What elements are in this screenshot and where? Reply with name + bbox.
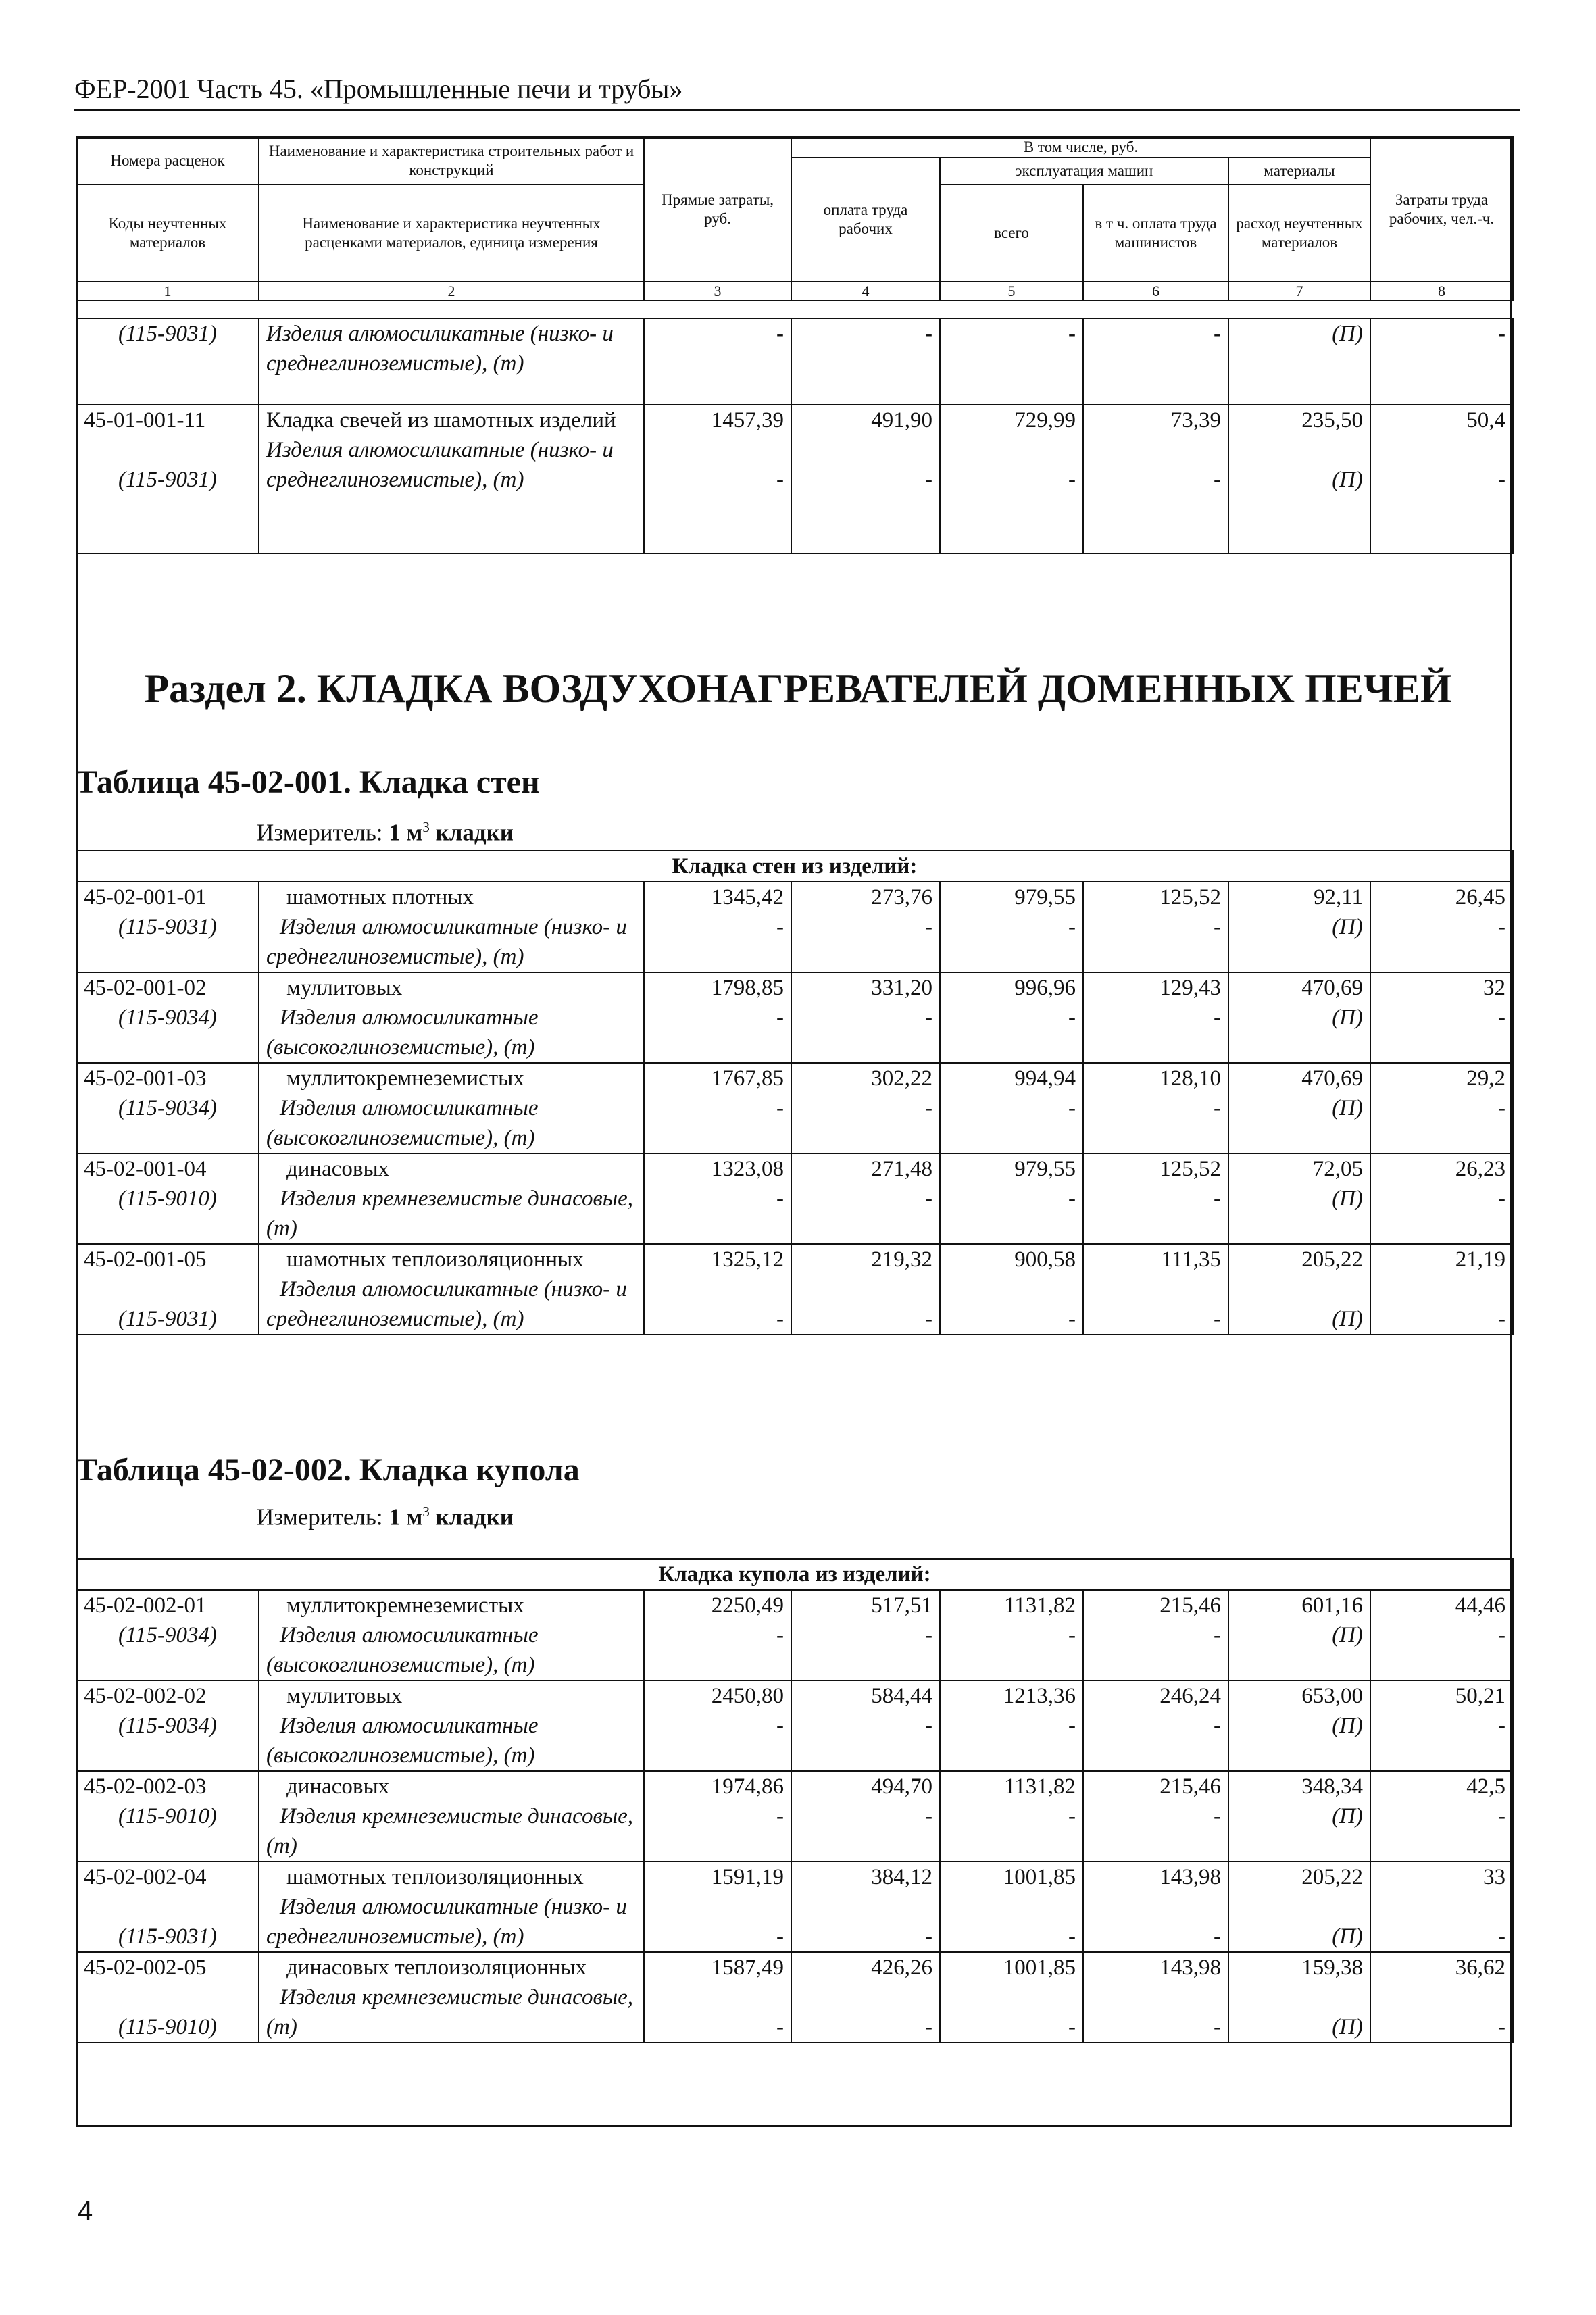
column-number: 6 bbox=[1083, 282, 1228, 301]
value-cell: 1001,85 bbox=[1003, 1956, 1076, 1980]
col7-header: расход неучтенных материалов bbox=[1228, 184, 1370, 282]
value-cell: - bbox=[1498, 1924, 1505, 1949]
rate-code-cell bbox=[76, 1952, 259, 2043]
value-cell: - bbox=[925, 1804, 932, 1828]
value-cell: - bbox=[1214, 1187, 1221, 1211]
value-cell: - bbox=[925, 1623, 932, 1647]
value-cell: 996,96 bbox=[1014, 976, 1076, 1000]
rate-code: 45-01-001-11 bbox=[84, 408, 206, 432]
table2-title: Таблица 45-02-002. Кладка купола bbox=[76, 1452, 580, 1488]
material-code: (115-9031) bbox=[118, 1307, 218, 1331]
measure-sup: 3 bbox=[422, 819, 430, 835]
material-name: Изделия алюмосиликатные (низко- и среднеглиноземистые), (т) bbox=[259, 318, 644, 405]
rate-code-cell bbox=[76, 405, 259, 553]
work-name-cell bbox=[259, 1590, 644, 1681]
value-cell: (П) bbox=[1332, 1714, 1363, 1738]
group-header-all: В том числе, руб. bbox=[791, 137, 1370, 157]
material-name: Изделия алюмосиликатные (низко- и среднеглиноземистые), (т) bbox=[266, 438, 614, 492]
value-cell: 729,99 bbox=[1014, 408, 1076, 432]
value-cell: - bbox=[776, 1804, 784, 1828]
value-cell: - bbox=[940, 318, 1083, 405]
value-cell: 246,24 bbox=[1159, 1684, 1221, 1708]
work-name: муллитовых bbox=[286, 1684, 403, 1708]
material-name: Изделия алюмосиликатные (высокоглиноземистые), (т) bbox=[266, 1005, 539, 1060]
rate-code-cell bbox=[76, 1244, 259, 1335]
value-cell: - bbox=[1214, 1307, 1221, 1331]
table-row bbox=[76, 1952, 1513, 2043]
value-cell: - bbox=[776, 468, 784, 492]
value-cell: 159,38 bbox=[1301, 1956, 1363, 1980]
value-cell: - bbox=[1068, 468, 1076, 492]
material-name: Изделия алюмосиликатные (высокоглиноземистые), (т) bbox=[266, 1623, 539, 1677]
material-name: Изделия алюмосиликатные (высокоглиноземистые), (т) bbox=[266, 1096, 539, 1150]
value-cell: 1323,08 bbox=[711, 1157, 784, 1181]
value-cell: 50,4 bbox=[1466, 408, 1505, 432]
value-cell: - bbox=[1214, 468, 1221, 492]
col3-header: Прямые затраты, руб. bbox=[644, 137, 791, 282]
value-cell: - bbox=[925, 468, 932, 492]
column-header-table bbox=[76, 136, 1514, 301]
value-cell: - bbox=[1498, 2015, 1505, 2039]
table2-group-title: Кладка купола из изделий: bbox=[76, 1559, 1513, 1590]
table-row bbox=[76, 318, 1513, 405]
col2-header-top: Наименование и характеристика строительных работ и конструкций bbox=[259, 137, 644, 184]
value-cell: 125,52 bbox=[1159, 885, 1221, 910]
material-code: (115-9031) bbox=[118, 1924, 218, 1949]
value-cell: - bbox=[1214, 1714, 1221, 1738]
column-number: 1 bbox=[76, 282, 259, 301]
col1-header-top: Номера расценок bbox=[76, 137, 259, 184]
rate-code: 45-02-002-04 bbox=[84, 1865, 207, 1889]
work-name-cell bbox=[259, 1153, 644, 1244]
value-cell: 1587,49 bbox=[711, 1956, 784, 1980]
work-name-cell bbox=[259, 1063, 644, 1153]
value-cell: 1325,12 bbox=[711, 1247, 784, 1272]
material-code: (115-9010) bbox=[118, 1804, 218, 1828]
value-cell: 273,76 bbox=[871, 885, 932, 910]
value-cell: 26,45 bbox=[1455, 885, 1505, 910]
column-number: 7 bbox=[1228, 282, 1370, 301]
material-name: Изделия алюмосиликатные (высокоглиноземистые), (т) bbox=[266, 1714, 539, 1768]
measure-value: 1 м bbox=[389, 819, 423, 846]
value-cell: - bbox=[1498, 1005, 1505, 1030]
value-cell: 271,48 bbox=[871, 1157, 932, 1181]
value-cell: - bbox=[925, 2015, 932, 2039]
value-cell: 1213,36 bbox=[1003, 1684, 1076, 1708]
value-cell: 979,55 bbox=[1014, 1157, 1076, 1181]
measure-label: Измеритель: bbox=[257, 1503, 389, 1530]
value-cell: 491,90 bbox=[871, 408, 932, 432]
work-name-cell bbox=[259, 1771, 644, 1862]
work-name: муллитокремнеземистых bbox=[286, 1593, 524, 1618]
value-cell: 219,32 bbox=[871, 1247, 932, 1272]
value-cell: 900,58 bbox=[1014, 1247, 1076, 1272]
work-name: динасовых bbox=[286, 1774, 390, 1799]
value-cell: 44,46 bbox=[1455, 1593, 1505, 1618]
value-cell: - bbox=[1068, 915, 1076, 939]
rate-code-cell bbox=[76, 1590, 259, 1681]
value-cell: - bbox=[791, 318, 940, 405]
value-cell: (П) bbox=[1332, 1804, 1363, 1828]
value-cell: (П) bbox=[1332, 1924, 1363, 1949]
rate-code: 45-02-001-04 bbox=[84, 1157, 207, 1181]
table-row bbox=[76, 1590, 1513, 1681]
value-cell: 26,23 bbox=[1455, 1157, 1505, 1181]
value-cell: - bbox=[776, 2015, 784, 2039]
measure-label: Измеритель: bbox=[257, 819, 389, 846]
value-cell: - bbox=[1068, 1804, 1076, 1828]
column-number: 8 bbox=[1370, 282, 1513, 301]
material-name: Изделия алюмосиликатные (низко- и среднеглиноземистые), (т) bbox=[266, 1895, 627, 1949]
value-cell: 21,19 bbox=[1455, 1247, 1505, 1272]
value-cell: 36,62 bbox=[1455, 1956, 1505, 1980]
value-cell: - bbox=[925, 915, 932, 939]
value-cell: 1974,86 bbox=[711, 1774, 784, 1799]
value-cell: 470,69 bbox=[1301, 976, 1363, 1000]
column-number: 4 bbox=[791, 282, 940, 301]
value-cell: 601,16 bbox=[1301, 1593, 1363, 1618]
value-cell: 348,34 bbox=[1301, 1774, 1363, 1799]
work-name-cell bbox=[259, 405, 644, 553]
value-cell: (П) bbox=[1332, 1005, 1363, 1030]
value-cell: (П) bbox=[1332, 468, 1363, 492]
value-cell: 50,21 bbox=[1455, 1684, 1505, 1708]
material-code: (115-9031) bbox=[76, 318, 259, 405]
value-cell: 384,12 bbox=[871, 1865, 932, 1889]
material-code: (115-9010) bbox=[118, 1187, 218, 1211]
value-cell: - bbox=[1498, 1714, 1505, 1738]
section-title: Раздел 2. КЛАДКА ВОЗДУХОНАГРЕВАТЕЛЕЙ ДОМЕННЫХ ПЕЧЕЙ bbox=[144, 666, 1452, 711]
value-cell: - bbox=[1214, 1005, 1221, 1030]
value-cell: (П) bbox=[1332, 1307, 1363, 1331]
value-cell: 302,22 bbox=[871, 1066, 932, 1091]
value-cell: - bbox=[776, 915, 784, 939]
value-cell: 1131,82 bbox=[1003, 1593, 1076, 1618]
value-cell: 1767,85 bbox=[711, 1066, 784, 1091]
measure-sup: 3 bbox=[422, 1503, 430, 1520]
value-cell: - bbox=[1068, 1924, 1076, 1949]
value-cell: 1001,85 bbox=[1003, 1865, 1076, 1889]
material-code: (115-9034) bbox=[118, 1096, 218, 1120]
value-cell: 205,22 bbox=[1301, 1247, 1363, 1272]
table2-measure bbox=[257, 1503, 514, 1531]
value-cell: 2450,80 bbox=[711, 1684, 784, 1708]
value-cell: - bbox=[1498, 1187, 1505, 1211]
value-cell: 215,46 bbox=[1159, 1774, 1221, 1799]
value-cell: - bbox=[925, 1307, 932, 1331]
header-rule bbox=[74, 109, 1520, 111]
col4-header: оплата труда рабочих bbox=[791, 157, 940, 282]
table1-group-title: Кладка стен из изделий: bbox=[76, 851, 1513, 882]
value-cell: 584,44 bbox=[871, 1684, 932, 1708]
work-name-cell bbox=[259, 1862, 644, 1952]
value-cell: 215,46 bbox=[1159, 1593, 1221, 1618]
value-cell: - bbox=[1068, 2015, 1076, 2039]
section1-table bbox=[76, 318, 1514, 554]
value-cell: 33 bbox=[1483, 1865, 1505, 1889]
material-name: Изделия кремнеземистые динасовые, (т) bbox=[266, 1985, 634, 2039]
value-cell: (П) bbox=[1332, 1623, 1363, 1647]
value-cell: - bbox=[776, 1096, 784, 1120]
material-code: (115-9031) bbox=[118, 915, 218, 939]
group-header-materials: материалы bbox=[1228, 157, 1370, 184]
material-code: (115-9010) bbox=[118, 2015, 218, 2039]
table-row bbox=[76, 1244, 1513, 1335]
value-cell: - bbox=[1068, 1096, 1076, 1120]
column-number: 2 bbox=[259, 282, 644, 301]
work-name: муллитовых bbox=[286, 976, 403, 1000]
value-cell: - bbox=[1068, 1005, 1076, 1030]
work-name-cell bbox=[259, 882, 644, 972]
rate-code: 45-02-001-05 bbox=[84, 1247, 207, 1272]
rate-code-cell bbox=[76, 1063, 259, 1153]
value-cell: 1131,82 bbox=[1003, 1774, 1076, 1799]
value-cell: - bbox=[1498, 915, 1505, 939]
table-row bbox=[76, 972, 1513, 1063]
material-code: (115-9034) bbox=[118, 1714, 218, 1738]
value-cell: (П) bbox=[1228, 318, 1370, 405]
value-cell: 143,98 bbox=[1159, 1956, 1221, 1980]
column-number: 5 bbox=[940, 282, 1083, 301]
value-cell: - bbox=[925, 1005, 932, 1030]
value-cell: - bbox=[1370, 318, 1513, 405]
value-cell: 29,2 bbox=[1466, 1066, 1505, 1091]
rate-code: 45-02-002-05 bbox=[84, 1956, 207, 1980]
group-header-machines: эксплуатация машин bbox=[940, 157, 1228, 184]
table-row bbox=[76, 1681, 1513, 1771]
rate-code: 45-02-001-01 bbox=[84, 885, 207, 910]
measure-unit: кладки bbox=[429, 819, 514, 846]
value-cell: 72,05 bbox=[1312, 1157, 1363, 1181]
rate-code-cell bbox=[76, 1681, 259, 1771]
value-cell: - bbox=[925, 1187, 932, 1211]
value-cell: - bbox=[1214, 1804, 1221, 1828]
value-cell: 125,52 bbox=[1159, 1157, 1221, 1181]
rate-code-cell bbox=[76, 1771, 259, 1862]
value-cell: 92,11 bbox=[1313, 885, 1363, 910]
material-code: (115-9034) bbox=[118, 1623, 218, 1647]
value-cell: - bbox=[1214, 1623, 1221, 1647]
measure-unit: кладки bbox=[429, 1503, 514, 1530]
work-name-cell bbox=[259, 1681, 644, 1771]
value-cell: 32 bbox=[1483, 976, 1505, 1000]
work-name: шамотных плотных bbox=[286, 885, 474, 910]
column-number-row bbox=[76, 282, 1513, 301]
rate-code-cell bbox=[76, 1153, 259, 1244]
work-name-cell bbox=[259, 1952, 644, 2043]
value-cell: - bbox=[1498, 1307, 1505, 1331]
work-name: динасовых bbox=[286, 1157, 390, 1181]
value-cell: - bbox=[1083, 318, 1228, 405]
rate-code: 45-02-001-03 bbox=[84, 1066, 207, 1091]
table2 bbox=[76, 1558, 1514, 2043]
value-cell: - bbox=[1068, 1307, 1076, 1331]
table-row bbox=[76, 1771, 1513, 1862]
value-cell: - bbox=[644, 318, 791, 405]
rate-code-cell bbox=[76, 1862, 259, 1952]
value-cell: 73,39 bbox=[1170, 408, 1221, 432]
value-cell: - bbox=[925, 1096, 932, 1120]
col1-header-bottom: Коды неучтенных материалов bbox=[76, 184, 259, 282]
value-cell: - bbox=[1214, 2015, 1221, 2039]
value-cell: - bbox=[1214, 915, 1221, 939]
work-name: муллитокремнеземистых bbox=[286, 1066, 524, 1091]
work-name-cell bbox=[259, 972, 644, 1063]
value-cell: - bbox=[776, 1623, 784, 1647]
value-cell: 205,22 bbox=[1301, 1865, 1363, 1889]
column-number: 3 bbox=[644, 282, 791, 301]
value-cell: 994,94 bbox=[1014, 1066, 1076, 1091]
value-cell: - bbox=[1498, 1804, 1505, 1828]
value-cell: 2250,49 bbox=[711, 1593, 784, 1618]
value-cell: - bbox=[1068, 1187, 1076, 1211]
work-name: Кладка свечей из шамотных изделий bbox=[266, 408, 616, 432]
value-cell: 331,20 bbox=[871, 976, 932, 1000]
value-cell: 517,51 bbox=[871, 1593, 932, 1618]
value-cell: 128,10 bbox=[1159, 1066, 1221, 1091]
table1 bbox=[76, 850, 1514, 1335]
value-cell: - bbox=[776, 1714, 784, 1738]
value-cell: 979,55 bbox=[1014, 885, 1076, 910]
work-name-cell bbox=[259, 1244, 644, 1335]
value-cell: 235,50 bbox=[1301, 408, 1363, 432]
value-cell: 470,69 bbox=[1301, 1066, 1363, 1091]
material-name: Изделия алюмосиликатные (низко- и среднеглиноземистые), (т) bbox=[266, 1277, 627, 1331]
document-header: ФЕР-2001 Часть 45. «Промышленные печи и трубы» bbox=[74, 74, 683, 104]
value-cell: - bbox=[1498, 1623, 1505, 1647]
value-cell: 111,35 bbox=[1161, 1247, 1221, 1272]
value-cell: (П) bbox=[1332, 915, 1363, 939]
work-name: динасовых теплоизоляционных bbox=[286, 1956, 587, 1980]
value-cell: - bbox=[776, 1307, 784, 1331]
col6-header: в т ч. оплата труда машинистов bbox=[1083, 184, 1228, 282]
value-cell: 1345,42 bbox=[711, 885, 784, 910]
material-name: Изделия кремнеземистые динасовые, (т) bbox=[266, 1187, 634, 1241]
rate-code-cell bbox=[76, 882, 259, 972]
measure-value: 1 м bbox=[389, 1503, 423, 1530]
table1-title: Таблица 45-02-001. Кладка стен bbox=[76, 764, 540, 800]
col5-header: всего bbox=[940, 184, 1083, 282]
table-row bbox=[76, 1063, 1513, 1153]
value-cell: - bbox=[1068, 1623, 1076, 1647]
value-cell: (П) bbox=[1332, 2015, 1363, 2039]
material-name: Изделия кремнеземистые динасовые, (т) bbox=[266, 1804, 634, 1858]
page-number: 4 bbox=[78, 2196, 93, 2226]
value-cell: - bbox=[925, 1714, 932, 1738]
value-cell: (П) bbox=[1332, 1187, 1363, 1211]
table-row bbox=[76, 882, 1513, 972]
value-cell: 1457,39 bbox=[711, 408, 784, 432]
col8-header: Затраты труда рабочих, чел.-ч. bbox=[1370, 137, 1513, 282]
value-cell: - bbox=[1214, 1924, 1221, 1949]
work-name: шамотных теплоизоляционных bbox=[286, 1865, 584, 1889]
value-cell: - bbox=[1068, 1714, 1076, 1738]
col2-header-bottom: Наименование и характеристика неучтенных расценками материалов, единица измерения bbox=[259, 184, 644, 282]
value-cell: - bbox=[776, 1187, 784, 1211]
rate-code: 45-02-002-02 bbox=[84, 1684, 207, 1708]
value-cell: 653,00 bbox=[1301, 1684, 1363, 1708]
material-code: (115-9034) bbox=[118, 1005, 218, 1030]
material-code: (115-9031) bbox=[118, 468, 218, 492]
value-cell: 42,5 bbox=[1466, 1774, 1505, 1799]
value-cell: 143,98 bbox=[1159, 1865, 1221, 1889]
table-row bbox=[76, 1862, 1513, 1952]
rate-code: 45-02-002-03 bbox=[84, 1774, 207, 1799]
value-cell: - bbox=[776, 1005, 784, 1030]
value-cell: 494,70 bbox=[871, 1774, 932, 1799]
value-cell: 1591,19 bbox=[711, 1865, 784, 1889]
value-cell: (П) bbox=[1332, 1096, 1363, 1120]
material-name: Изделия алюмосиликатные (низко- и среднеглиноземистые), (т) bbox=[266, 915, 627, 969]
value-cell: 1798,85 bbox=[711, 976, 784, 1000]
value-cell: - bbox=[1498, 468, 1505, 492]
value-cell: - bbox=[776, 1924, 784, 1949]
table-row bbox=[76, 1153, 1513, 1244]
rate-code: 45-02-001-02 bbox=[84, 976, 207, 1000]
value-cell: 426,26 bbox=[871, 1956, 932, 1980]
rate-code: 45-02-002-01 bbox=[84, 1593, 207, 1618]
value-cell: 129,43 bbox=[1159, 976, 1221, 1000]
work-name: шамотных теплоизоляционных bbox=[286, 1247, 584, 1272]
table1-measure bbox=[257, 819, 514, 847]
value-cell: - bbox=[1214, 1096, 1221, 1120]
value-cell: - bbox=[925, 1924, 932, 1949]
rate-code-cell bbox=[76, 972, 259, 1063]
table-row bbox=[76, 405, 1513, 553]
value-cell: - bbox=[1498, 1096, 1505, 1120]
